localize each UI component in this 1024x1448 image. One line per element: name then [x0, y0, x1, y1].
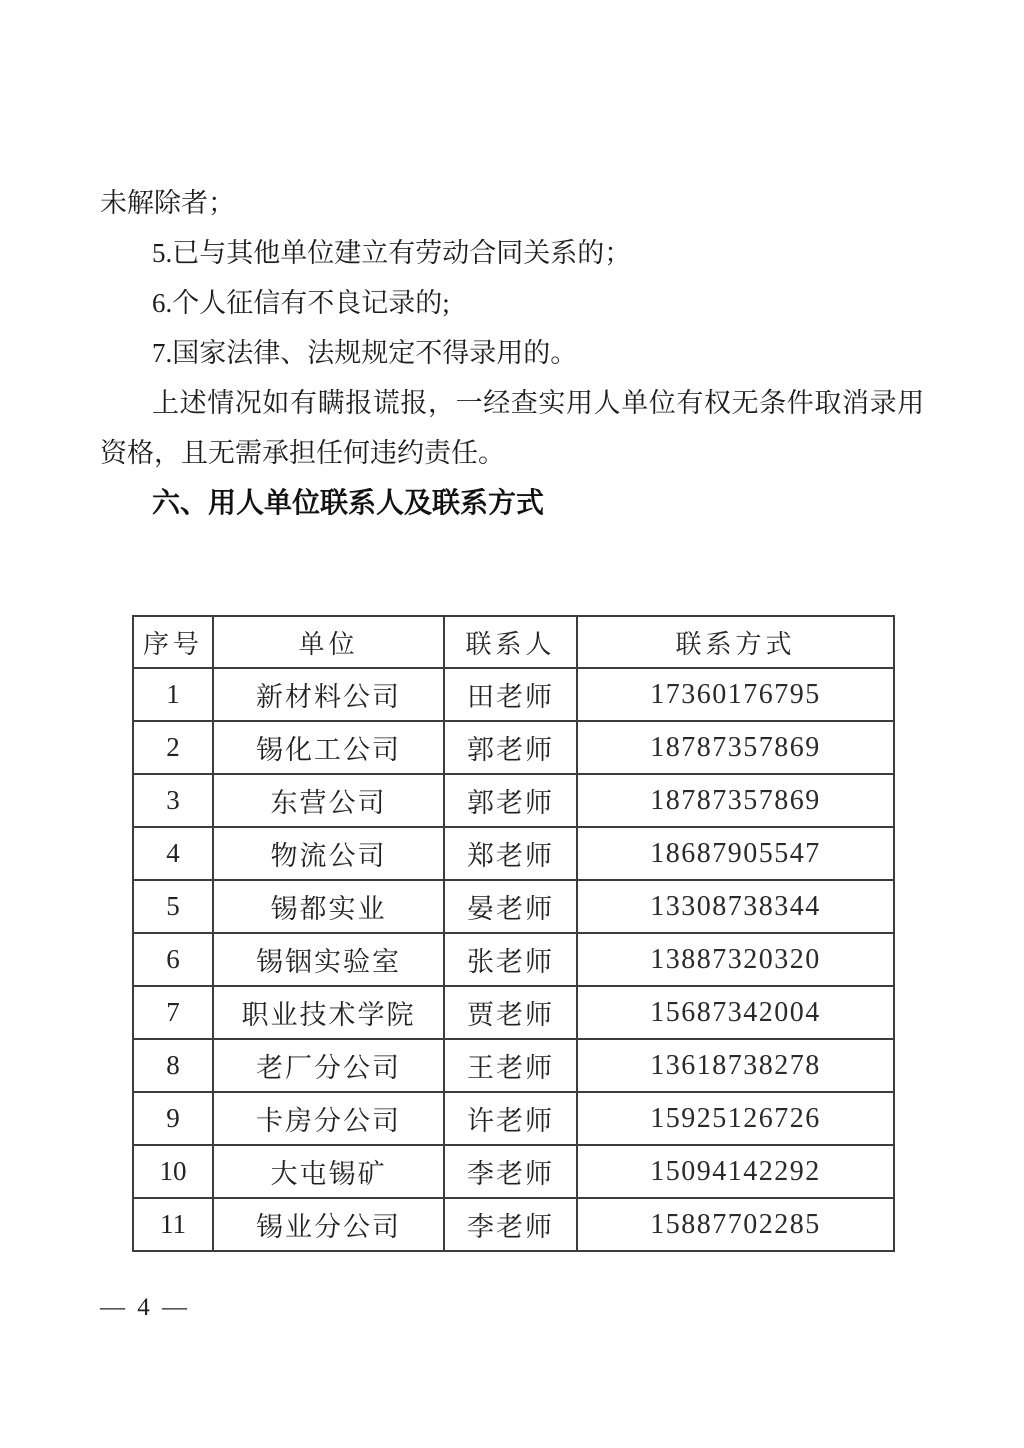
table-row: [133, 986, 894, 1039]
cell-seq: 4: [133, 827, 213, 880]
table-row: [133, 1198, 894, 1251]
cell-seq: 1: [133, 668, 213, 721]
cell-unit: 锡铟实验室: [213, 933, 444, 986]
body-text-line: 7.国家法律、法规规定不得录用的。: [152, 338, 578, 368]
body-paragraphs: [100, 178, 928, 478]
table-row: [133, 774, 894, 827]
table-header-cell: 联系方式: [577, 616, 894, 668]
cell-phone: 13887320320: [577, 933, 894, 986]
cell-seq: 11: [133, 1198, 213, 1251]
cell-phone: 15687342004: [577, 986, 894, 1039]
cell-seq: 6: [133, 933, 213, 986]
cell-phone: 18687905547: [577, 827, 894, 880]
table-row: [133, 1092, 894, 1145]
cell-phone: 13308738344: [577, 880, 894, 933]
cell-unit: 东营公司: [213, 774, 444, 827]
body-text-block: [100, 178, 928, 528]
cell-seq: 9: [133, 1092, 213, 1145]
cell-seq: 7: [133, 986, 213, 1039]
cell-seq: 10: [133, 1145, 213, 1198]
table-row: [133, 1039, 894, 1092]
cell-contact: 晏老师: [444, 880, 577, 933]
cell-phone: 15887702285: [577, 1198, 894, 1251]
body-text-line: 上述情况如有瞒报谎报，一经查实用人单位有权无条件取消录用: [152, 388, 925, 418]
cell-unit: 物流公司: [213, 827, 444, 880]
table-header-cell: 序号: [133, 616, 213, 668]
cell-unit: 新材料公司: [213, 668, 444, 721]
cell-unit: 老厂分公司: [213, 1039, 444, 1092]
section-heading: 六、用人单位联系人及联系方式: [152, 487, 545, 518]
cell-contact: 田老师: [444, 668, 577, 721]
body-text-line: 6.个人征信有不良记录的;: [152, 288, 450, 318]
cell-contact: 王老师: [444, 1039, 577, 1092]
cell-phone: 15094142292: [577, 1145, 894, 1198]
body-text-line: 未解除者；: [100, 188, 235, 218]
table-body: [133, 668, 894, 1251]
contact-table: [132, 615, 895, 1252]
table-header-row: [133, 616, 894, 668]
cell-contact: 李老师: [444, 1198, 577, 1251]
cell-contact: 许老师: [444, 1092, 577, 1145]
cell-seq: 3: [133, 774, 213, 827]
cell-unit: 锡都实业: [213, 880, 444, 933]
cell-seq: 8: [133, 1039, 213, 1092]
cell-seq: 2: [133, 721, 213, 774]
table-row: [133, 668, 894, 721]
cell-contact: 郭老师: [444, 721, 577, 774]
cell-phone: 18787357869: [577, 774, 894, 827]
cell-unit: 卡房分公司: [213, 1092, 444, 1145]
cell-seq: 5: [133, 880, 213, 933]
cell-contact: 李老师: [444, 1145, 577, 1198]
table-row: [133, 880, 894, 933]
table-row: [133, 1145, 894, 1198]
cell-contact: 郑老师: [444, 827, 577, 880]
cell-phone: 18787357869: [577, 721, 894, 774]
cell-phone: 17360176795: [577, 668, 894, 721]
table-header-cell: 单位: [213, 616, 444, 668]
table-row: [133, 721, 894, 774]
body-text-line: 资格，且无需承担任何违约责任。: [100, 438, 505, 468]
cell-unit: 大屯锡矿: [213, 1145, 444, 1198]
cell-contact: 张老师: [444, 933, 577, 986]
cell-contact: 贾老师: [444, 986, 577, 1039]
cell-unit: 锡化工公司: [213, 721, 444, 774]
table-row: [133, 933, 894, 986]
cell-unit: 职业技术学院: [213, 986, 444, 1039]
cell-contact: 郭老师: [444, 774, 577, 827]
page-number: — 4 —: [100, 1294, 190, 1321]
body-text-line: 5.已与其他单位建立有劳动合同关系的；: [152, 238, 632, 268]
cell-unit: 锡业分公司: [213, 1198, 444, 1251]
cell-phone: 15925126726: [577, 1092, 894, 1145]
table-row: [133, 827, 894, 880]
cell-phone: 13618738278: [577, 1039, 894, 1092]
table-header-cell: 联系人: [444, 616, 577, 668]
